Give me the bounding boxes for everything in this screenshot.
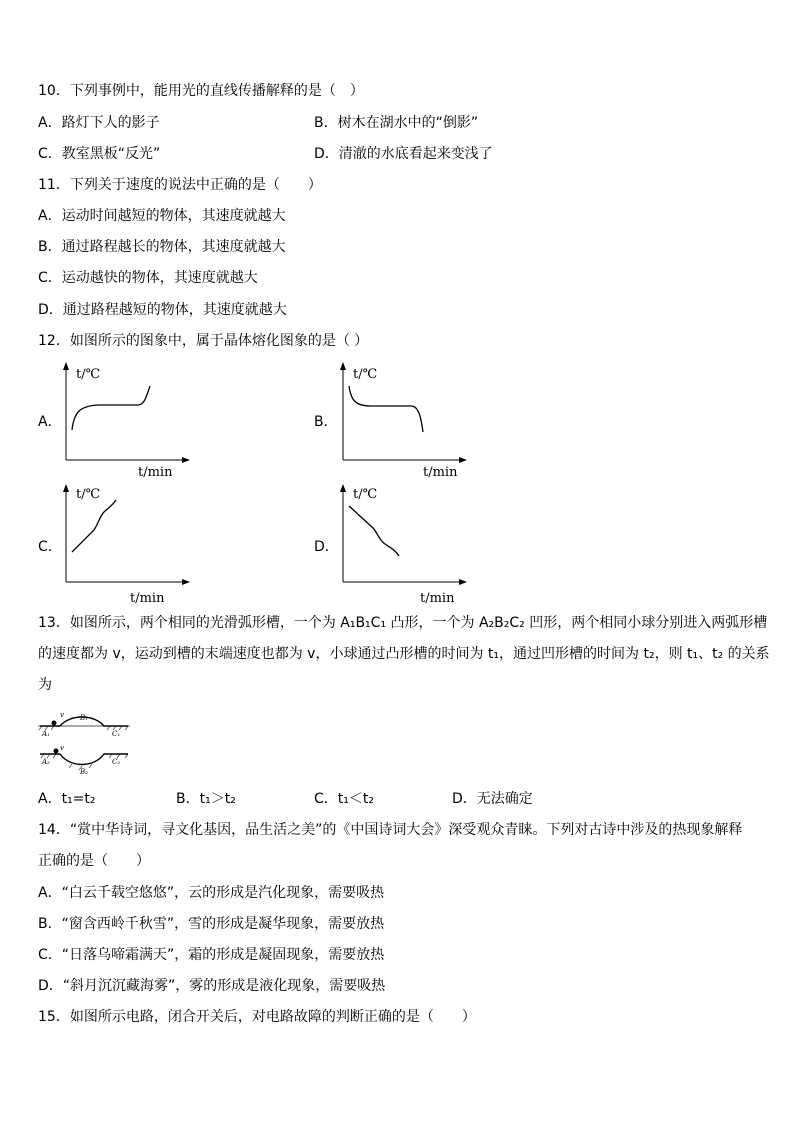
graph-c-ylabel: t/℃ — [76, 487, 101, 502]
graph-b-xlabel: t/min — [423, 465, 458, 480]
graph-a-label: A． — [38, 414, 62, 430]
q10-option-c: C．教室黑板“反光” — [38, 146, 161, 162]
svg-text:v: v — [60, 744, 64, 752]
graph-c-curve — [72, 500, 116, 552]
svg-text:B₂: B₂ — [80, 768, 88, 776]
q11-stem: 11．下列关于速度的说法中正确的是（ ） — [38, 177, 322, 193]
q10-stem: 10．下列事例中，能用光的直线传播解释的是（ ） — [38, 83, 364, 99]
graph-d — [335, 482, 475, 606]
q13-stem-line2: 的速度都为 v，运动到槽的末端速度也都为 v，小球通过凸形槽的时间为 t₁，通过凹形槽的时间为 t₂，则 t₁、t₂ 的关系 — [38, 646, 770, 662]
q10-option-b: B．树木在湖水中的“倒影” — [314, 115, 479, 131]
svg-text:A₂: A₂ — [42, 758, 50, 766]
graph-d-ylabel: t/℃ — [353, 487, 378, 502]
svg-text:C₂: C₂ — [112, 758, 121, 766]
graph-c-xlabel: t/min — [130, 591, 165, 606]
q10-option-d: D．清澈的水底看起来变浅了 — [314, 146, 493, 162]
svg-text:v: v — [60, 711, 64, 719]
q10-option-a: A．路灯下人的影子 — [38, 115, 160, 131]
q14-option-d: D．“斜月沉沉藏海雾”，雾的形成是液化现象，需要吸热 — [38, 978, 386, 994]
q13-stem-line3: 为 — [38, 677, 52, 693]
q14-option-c: C．“日落乌啼霜满天”，霜的形成是凝固现象，需要放热 — [38, 947, 385, 963]
q11-option-a: A．运动时间越短的物体，其速度就越大 — [38, 208, 286, 224]
q13-figure — [36, 706, 132, 776]
q11-option-c: C．运动越快的物体，其速度就越大 — [38, 270, 258, 286]
q13-option-a: A．t₁=t₂ — [38, 791, 96, 807]
q13-option-b: B．t₁＞t₂ — [176, 791, 236, 807]
q11-option-d: D．通过路程越短的物体，其速度就越大 — [38, 302, 287, 318]
svg-text:C₁: C₁ — [112, 730, 121, 738]
q14-option-a: A．“白云千载空悠悠”，云的形成是汽化现象，需要吸热 — [38, 885, 385, 901]
graph-a-curve — [72, 386, 150, 430]
svg-text:B₁: B₁ — [80, 714, 88, 722]
graph-d-xlabel: t/min — [420, 591, 455, 606]
graph-c — [58, 482, 198, 606]
ball-2 — [54, 749, 59, 754]
graph-a — [58, 360, 198, 480]
q15-stem: 15．如图所示电路，闭合开关后，对电路故障的判断正确的是（ ） — [38, 1009, 476, 1025]
q13-option-d: D．无法确定 — [452, 791, 533, 807]
q14-option-b: B．“窗含西岭千秋雪”，雪的形成是凝华现象，需要放热 — [38, 916, 385, 932]
graph-b-curve — [349, 386, 423, 432]
q13-stem-line1: 13．如图所示，两个相同的光滑弧形槽，一个为 A₁B₁C₁ 凸形，一个为 A₂B₂C₂ 凹形，两个相同小球分别进入两弧形槽 — [38, 615, 768, 631]
svg-text:A₁: A₁ — [42, 730, 50, 738]
graph-a-ylabel: t/℃ — [76, 367, 101, 382]
graph-c-label: C． — [38, 539, 62, 555]
graph-b-label: B． — [314, 414, 338, 430]
q14-stem-line2: 正确的是（ ） — [38, 853, 150, 869]
q12-stem: 12．如图所示的图象中，属于晶体熔化图象的是（ ） — [38, 333, 369, 349]
graph-b — [335, 360, 475, 480]
q13-option-c: C．t₁＜t₂ — [314, 791, 374, 807]
graph-d-curve — [349, 506, 399, 556]
graph-b-ylabel: t/℃ — [353, 367, 378, 382]
graph-d-label: D． — [314, 539, 339, 555]
ball-1 — [52, 721, 57, 726]
graph-a-xlabel: t/min — [138, 465, 173, 480]
q14-stem-line1: 14．“赏中华诗词，寻文化基因，品生活之美”的《中国诗词大会》深受观众青睐。下列对古诗中涉及的热现象解释 — [38, 822, 743, 838]
q11-option-b: B．通过路程越长的物体，其速度就越大 — [38, 239, 286, 255]
